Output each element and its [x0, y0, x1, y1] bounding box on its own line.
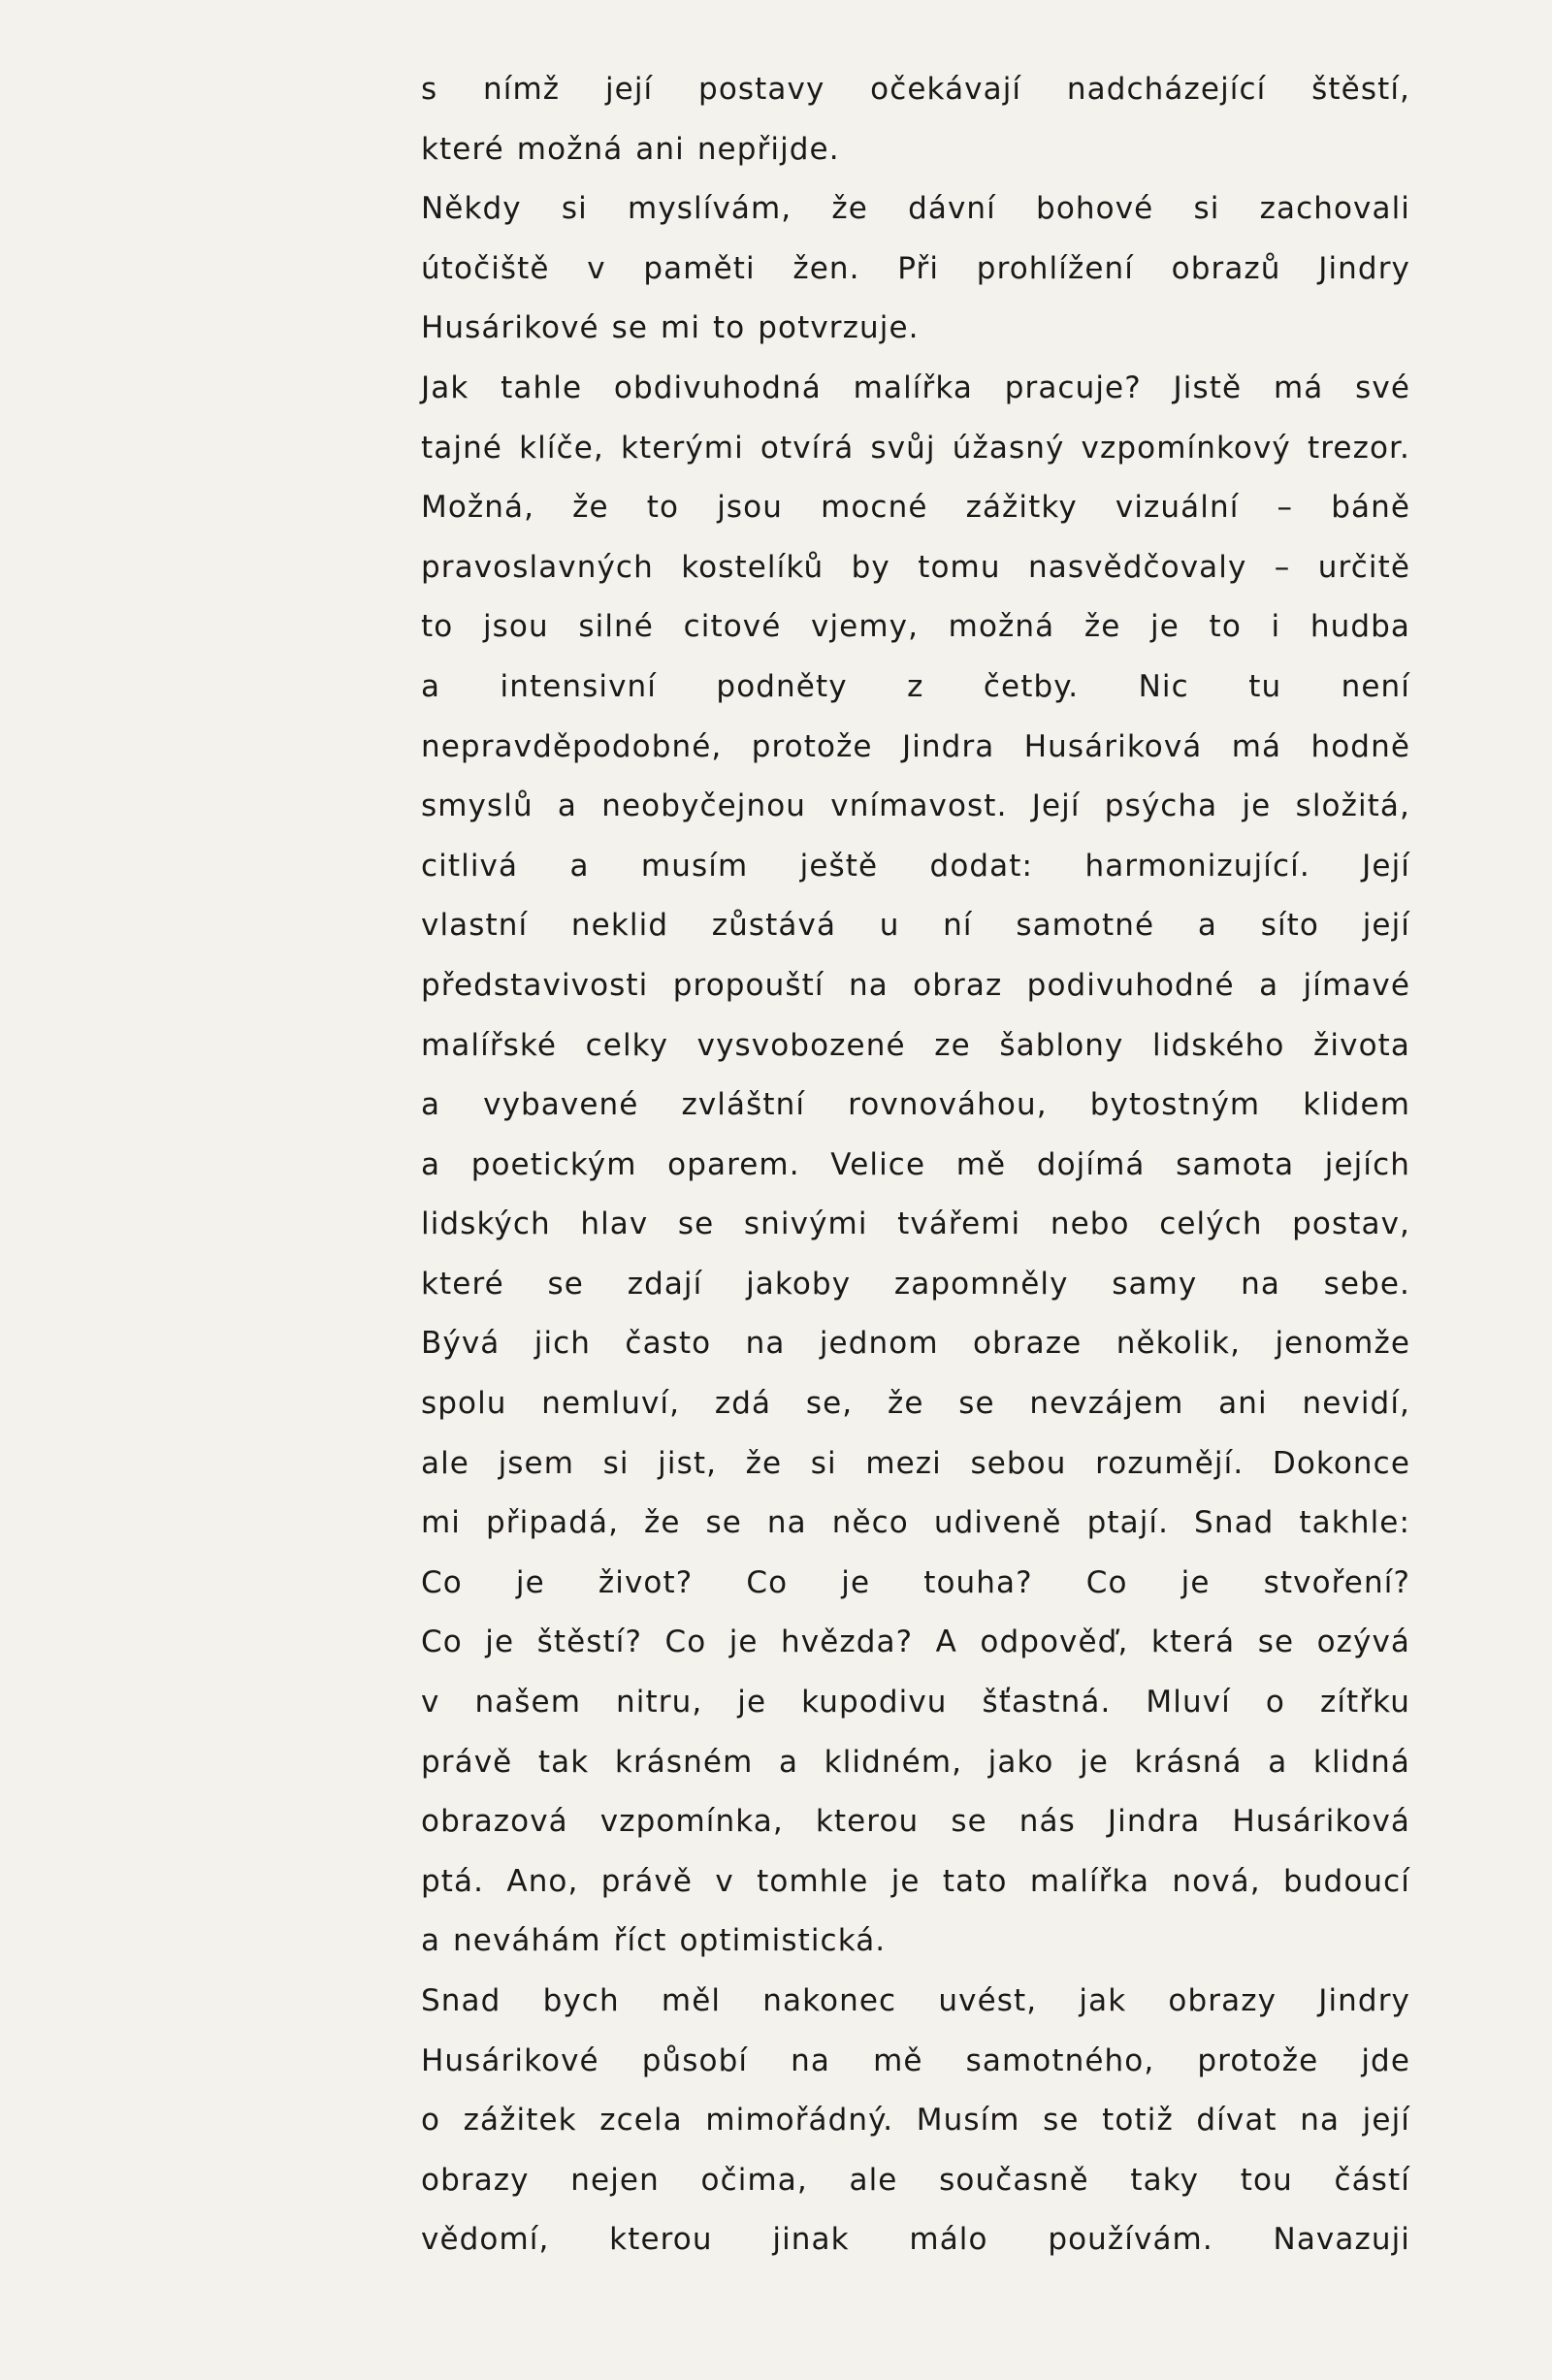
text-line: to jsou silné citové vjemy, možná že je to i hudba: [421, 609, 1410, 645]
text-line: malířské celky vysvobozené ze šablony lidského života: [421, 1027, 1410, 1063]
text-line: smyslů a neobyčejnou vnímavost. Její psýcha je složitá,: [421, 788, 1410, 824]
body-text: [421, 60, 1410, 2270]
text-line: které se zdají jakoby zapomněly samy na sebe.: [421, 1266, 1410, 1302]
text-line: vlastní neklid zůstává u ní samotné a síto její: [421, 908, 1410, 944]
text-line: v našem nitru, je kupodivu šťastná. Mluví o zítřku: [421, 1685, 1410, 1721]
text-line: Co je štěstí? Co je hvězda? A odpověď, která se ozývá: [421, 1624, 1410, 1660]
text-line: citlivá a musím ještě dodat: harmonizující. Její: [421, 848, 1410, 884]
text-line: a poetickým oparem. Velice mě dojímá samota jejích: [421, 1146, 1410, 1182]
text-line: a vybavené zvláštní rovnováhou, bytostným klidem: [421, 1087, 1410, 1123]
text-line: s nímž její postavy očekávají nadcházející štěstí,: [421, 72, 1410, 107]
text-line: představivosti propouští na obraz podivuhodné a jímavé: [421, 967, 1410, 1003]
text-line: Někdy si myslívám, že dávní bohové si zachovali: [421, 191, 1410, 227]
text-line: nepravděpodobné, protože Jindra Husáriková má hodně: [421, 728, 1410, 764]
text-line: Husárikové působí na mě samotného, protože jde: [421, 2042, 1410, 2078]
text-line: útočiště v paměti žen. Při prohlížení obrazů Jindry: [421, 250, 1410, 286]
text-line: a intensivní podněty z četby. Nic tu není: [421, 668, 1410, 704]
text-line: právě tak krásném a klidném, jako je krásná a klidná: [421, 1744, 1410, 1780]
text-line: ptá. Ano, právě v tomhle je tato malířka nová, budoucí: [421, 1863, 1410, 1899]
text-line: Husárikové se mi to potvrzuje.: [421, 310, 920, 346]
text-line: a neváhám říct optimistická.: [421, 1923, 887, 1959]
text-line: mi připadá, že se na něco udiveně ptají. Snad takhle:: [421, 1505, 1410, 1541]
text-line: tajné klíče, kterými otvírá svůj úžasný vzpomínkový trezor.: [421, 430, 1410, 466]
text-line: Jak tahle obdivuhodná malířka pracuje? Jistě má své: [421, 370, 1410, 405]
text-line: které možná ani nepřijde.: [421, 131, 840, 167]
text-line: lidských hlav se snivými tvářemi nebo celých postav,: [421, 1206, 1410, 1242]
text-line: Bývá jich často na jednom obraze několik, jenomže: [421, 1326, 1410, 1362]
text-line: obrazy nejen očima, ale současně taky tou částí: [421, 2162, 1410, 2198]
text-line: vědomí, kterou jinak málo používám. Navazuji: [421, 2222, 1410, 2258]
text-line: ale jsem si jist, že si mezi sebou rozumějí. Dokonce: [421, 1445, 1410, 1481]
text-line: Možná, že to jsou mocné zážitky vizuální – báně: [421, 490, 1410, 526]
text-line: obrazová vzpomínka, kterou se nás Jindra Husáriková: [421, 1804, 1410, 1840]
text-line: Co je život? Co je touha? Co je stvoření?: [421, 1564, 1410, 1600]
text-line: o zážitek zcela mimořádný. Musím se totiž dívat na její: [421, 2103, 1410, 2139]
text-line: pravoslavných kostelíků by tomu nasvědčovaly – určitě: [421, 549, 1410, 585]
text-line: Snad bych měl nakonec uvést, jak obrazy Jindry: [421, 1983, 1410, 2018]
text-line: spolu nemluví, zdá se, že se nevzájem ani nevidí,: [421, 1386, 1410, 1422]
